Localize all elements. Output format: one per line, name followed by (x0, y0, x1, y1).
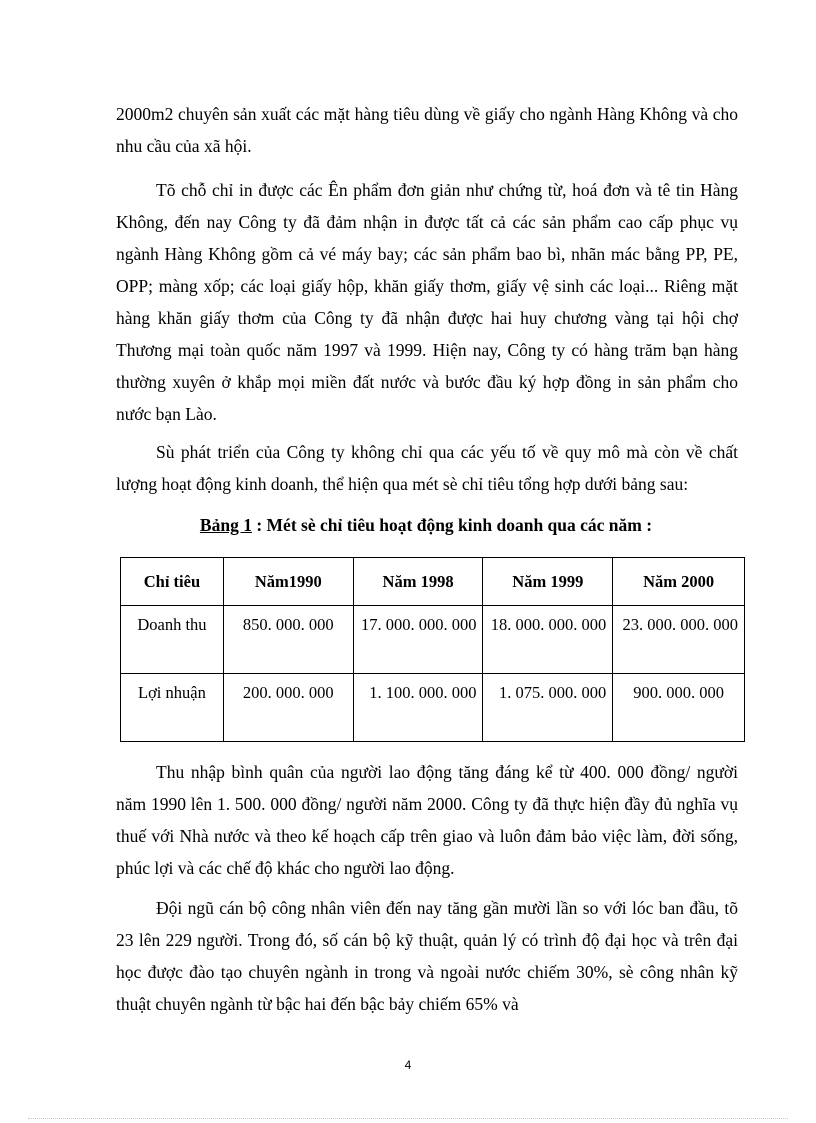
paragraph-1: 2000m2 chuyên sản xuất các mặt hàng tiêu dùng về giấy cho ngành Hàng Không và cho nhu cầu của xã hội. (116, 104, 738, 156)
header-year-2000: Năm 2000 (613, 558, 745, 606)
header-year-1998: Năm 1998 (353, 558, 483, 606)
revenue-1990: 850. 000. 000 (223, 606, 353, 674)
profit-1998: 1. 100. 000. 000 (353, 674, 483, 742)
table-caption (100, 512, 752, 538)
profit-2000: 900. 000. 000 (613, 674, 745, 742)
revenue-2000: 23. 000. 000. 000 (613, 606, 745, 674)
header-year-1999: Năm 1999 (483, 558, 613, 606)
paragraph-2: Tõ chỗ chỉ in được các Ên phẩm đơn giản như chứng từ, hoá đơn và tê tin Hàng Không, đến nay Công ty đã đảm nhận in được tất cả các sản phẩm cao cấp phục vụ ngành Hàng Không gồm cả vé máy bay; các sản phẩm bao bì, nhãn mác bằng PP, PE, OPP; màng xốp; các loại giấy hộp, khăn giấy thơm, giấy vệ sinh các loại... Riêng mặt hàng khăn giấy thơm của Công ty đã nhận được hai huy chương vàng tại hội chợ Thương mại toàn quốc năm 1997 và 1999. Hiện nay, Công ty có hàng trăm bạn hàng thường xuyên ở khắp mọi miền đất nước và bước đầu ký hợp đồng in sản phẩm cho nước bạn Lào. (116, 180, 738, 424)
paragraph-5: Đội ngũ cán bộ công nhân viên đến nay tăng gần mười lần so với lóc ban đầu, tõ 23 lên 229 người. Trong đó, số cán bộ kỹ thuật, quản lý có trình độ đại học và trên đại học được đào tạo chuyên ngành in trong và ngoài nước chiếm 30%, sè công nhân kỹ thuật chuyên ngành từ bậc hai đến bậc bảy chiếm 65% và (116, 898, 738, 1014)
header-year-1990: Năm1990 (223, 558, 353, 606)
profit-1990: 200. 000. 000 (223, 674, 353, 742)
table-caption-label: Bảng 1 (199, 515, 252, 535)
profit-1999: 1. 075. 000. 000 (483, 674, 613, 742)
page-bottom-divider (28, 1118, 788, 1119)
paragraph-3: Sù phát triển của Công ty không chỉ qua các yếu tố về quy mô mà còn về chất lượng hoạt động kinh doanh, thể hiện qua mét sè chỉ tiêu tổng hợp dưới bảng sau: (116, 442, 738, 494)
table-row-revenue (121, 606, 745, 674)
header-indicator: Chỉ tiêu (121, 558, 224, 606)
revenue-1999: 18. 000. 000. 000 (483, 606, 613, 674)
table-caption-text: : Mét sè chỉ tiêu hoạt động kinh doanh qua các năm : (256, 515, 653, 535)
table-row-profit (121, 674, 745, 742)
row-label-revenue: Doanh thu (121, 606, 224, 674)
paragraph-4: Thu nhập bình quân của người lao động tăng đáng kể từ 400. 000 đồng/ người năm 1990 lên 1. 500. 000 đồng/ người năm 2000. Công ty đã thực hiện đầy đủ nghĩa vụ thuế với Nhà nước và theo kế hoạch cấp trên giao và luôn đảm bảo việc làm, đời sống, phúc lợi và các chế độ khác cho người lao động. (116, 762, 738, 878)
row-label-profit: Lợi nhuận (121, 674, 224, 742)
revenue-1998: 17. 000. 000. 000 (353, 606, 483, 674)
page-number: 4 (404, 1058, 412, 1072)
business-indicators-table (120, 557, 745, 742)
table-header-row (121, 558, 745, 606)
